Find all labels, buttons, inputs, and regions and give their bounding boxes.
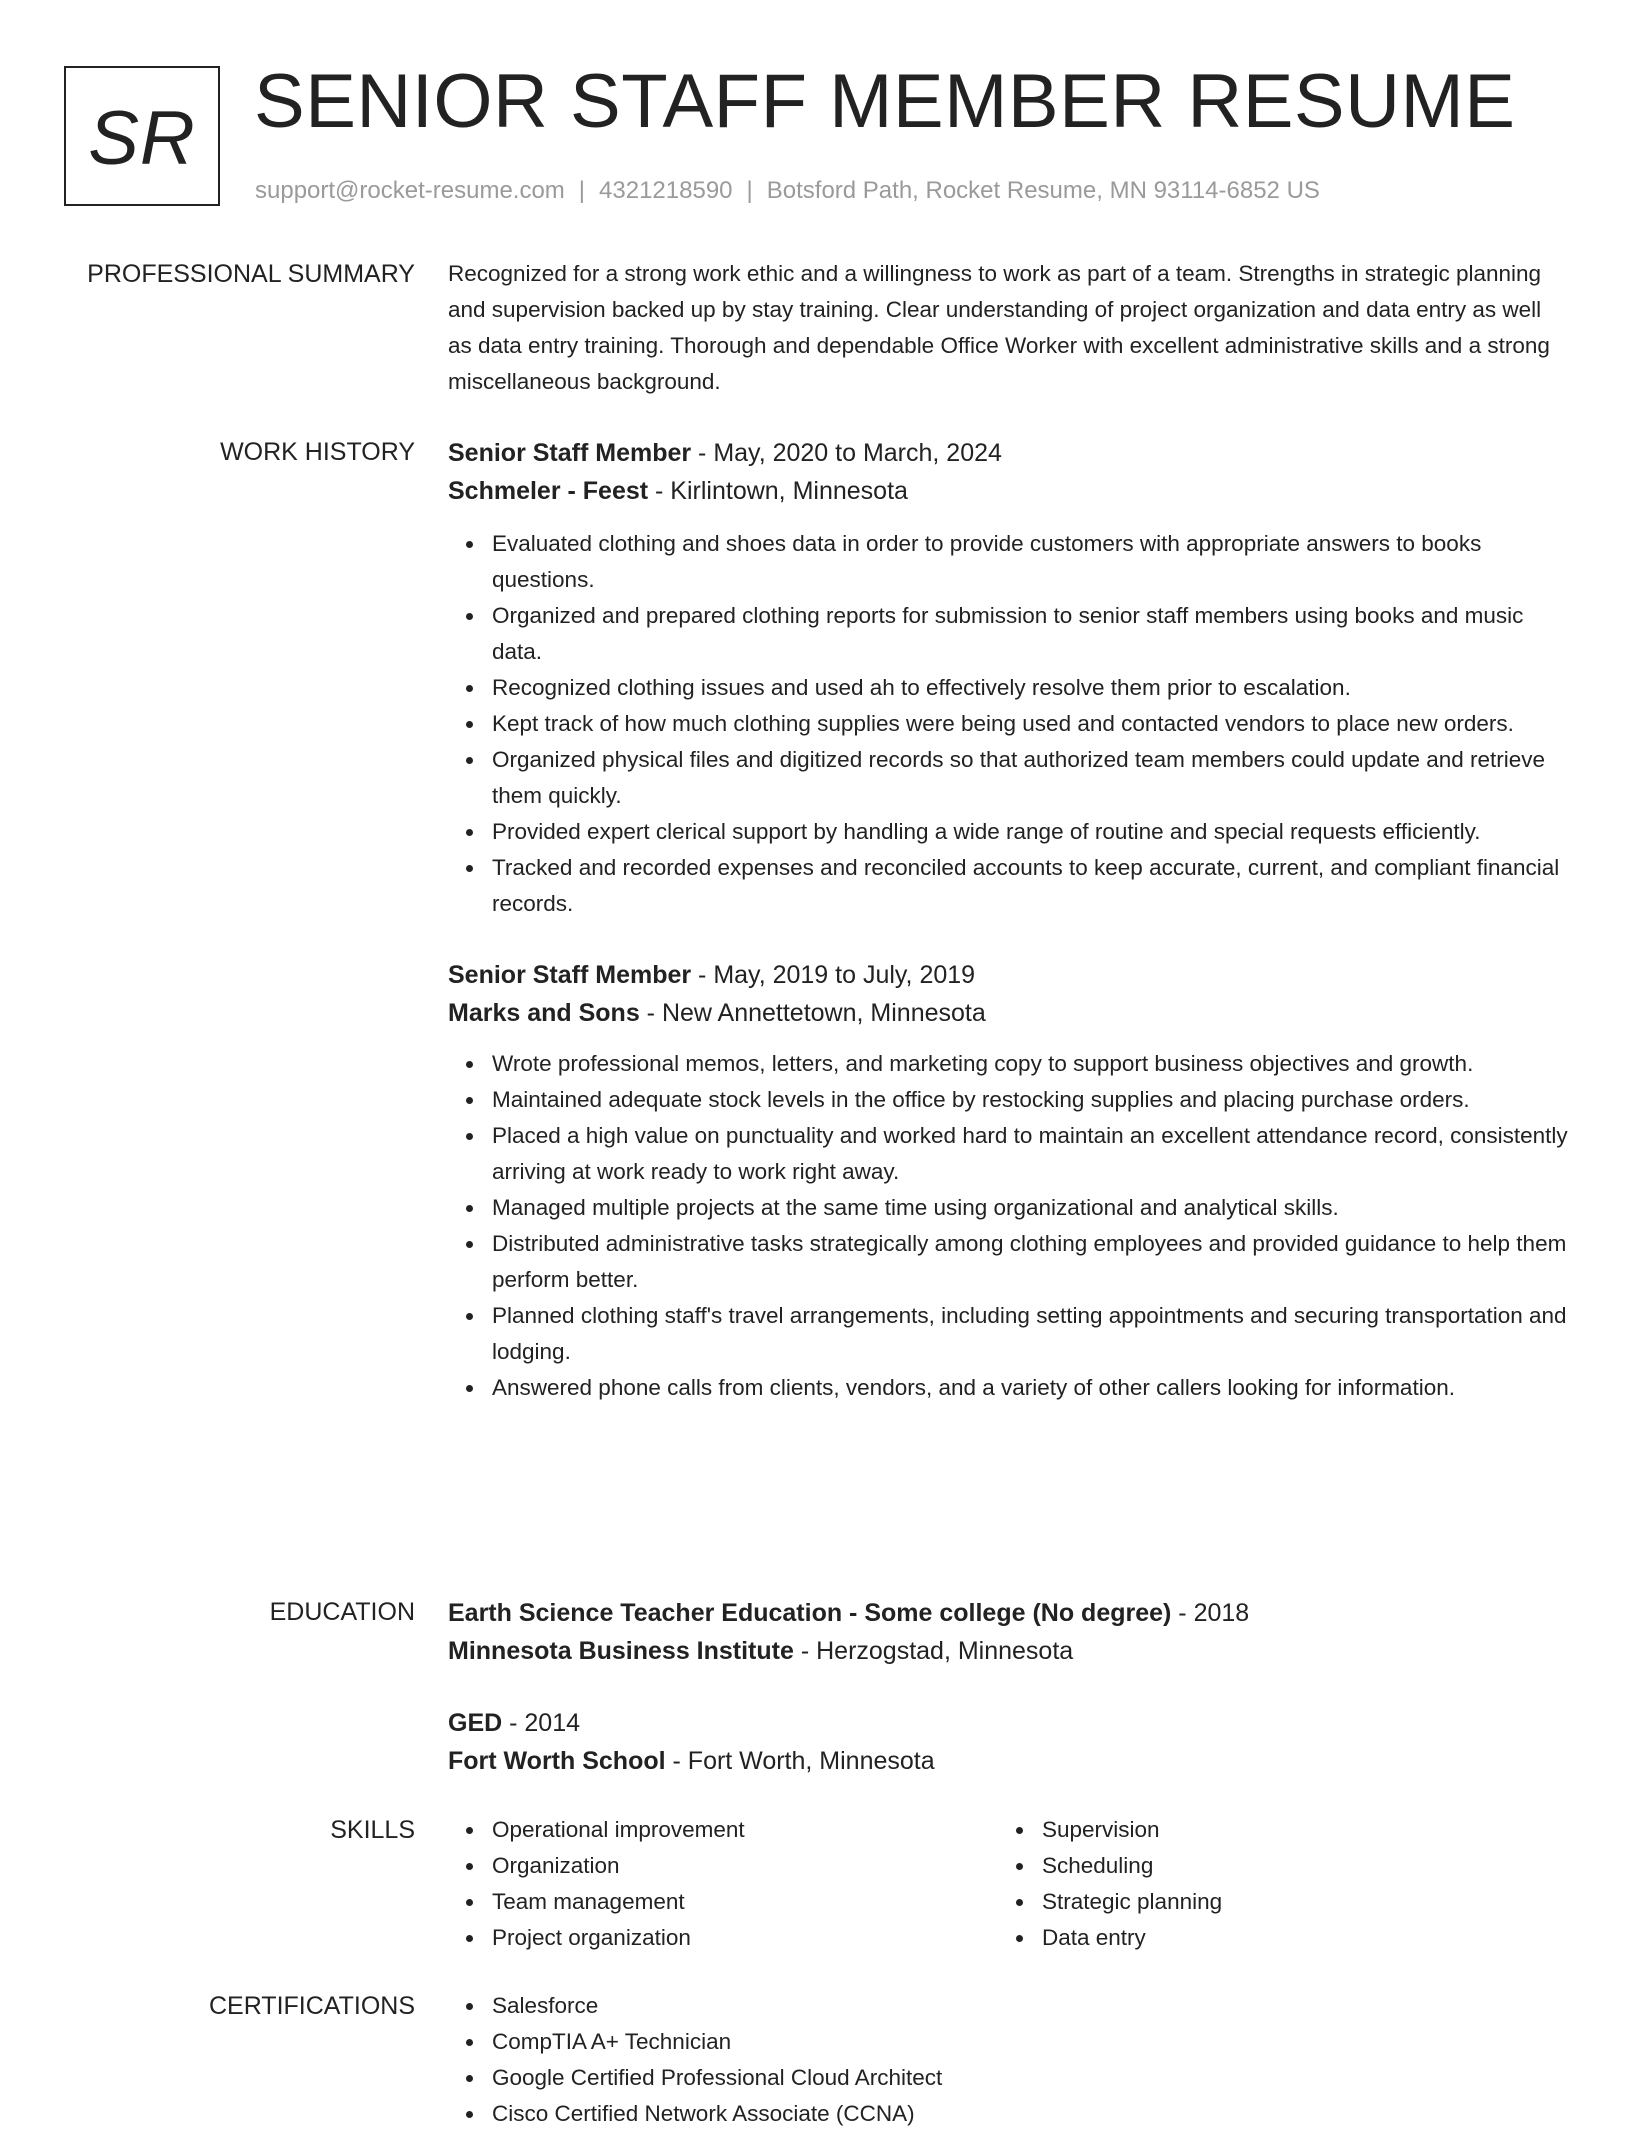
job-bullet: Planned clothing staff's travel arrangements, including setting appointments and securing transportation and lodging. [492,1298,1568,1370]
monogram-initials: SR [88,95,196,181]
skill-item: Operational improvement [492,1812,745,1848]
contact-separator: | [746,177,753,204]
education-year: - 2018 [1171,1599,1250,1627]
job-title-line [448,434,1568,472]
resume-title: SENIOR STAFF MEMBER RESUME [254,59,1516,144]
job-company: Marks and Sons [448,999,640,1027]
work-history-body [448,434,1568,1406]
certifications-body [448,1988,1568,2132]
contact-address: Botsford Path, Rocket Resume, MN 93114-6852 US [766,177,1320,204]
education-school-line [448,1742,1568,1780]
section-heading-certifications: CERTIFICATIONS [208,1992,415,2020]
job-title: Senior Staff Member [448,961,692,989]
job-company: Schmeler - Feest [448,477,649,505]
certification-item: CompTIA A+ Technician [492,2024,1568,2060]
job-bullet: Answered phone calls from clients, vendors, and a variety of other callers looking for information. [492,1370,1568,1406]
job-entry [448,956,1568,1406]
job-title-line [448,956,1568,994]
education-school: Minnesota Business Institute [448,1637,794,1665]
skill-item: Organization [492,1848,745,1884]
education-entry [448,1594,1568,1670]
certification-item: Salesforce [492,1988,1568,2024]
certification-item: Google Certified Professional Cloud Architect [492,2060,1568,2096]
job-location: - New Annettetown, Minnesota [639,999,986,1027]
job-company-line [448,994,1568,1032]
job-bullet: Managed multiple projects at the same time using organizational and analytical skills. [492,1190,1568,1226]
skills-columns [448,1812,1568,1960]
section-heading-summary: PROFESSIONAL SUMMARY [87,260,415,288]
job-bullets [448,1046,1568,1406]
section-heading-education: EDUCATION [269,1598,415,1626]
education-degree-line [448,1594,1568,1632]
job-company-line [448,472,1568,510]
job-bullet: Distributed administrative tasks strategically among clothing employees and provided guidance to help them perform better. [492,1226,1568,1298]
job-bullet: Maintained adequate stock levels in the office by restocking supplies and placing purchase orders. [492,1082,1568,1118]
job-bullet: Evaluated clothing and shoes data in order to provide customers with appropriate answers to books questions. [492,526,1568,598]
section-heading-skills: SKILLS [330,1816,415,1844]
education-location: - Fort Worth, Minnesota [665,1747,935,1775]
education-body [448,1594,1568,1780]
contact-separator: | [578,177,586,204]
education-location: - Herzogstad, Minnesota [793,1637,1074,1665]
education-school: Fort Worth School [448,1747,666,1775]
skill-item: Scheduling [1042,1848,1222,1884]
job-bullet: Recognized clothing issues and used ah to effectively resolve them prior to escalation. [492,670,1568,706]
section-heading-work-history: WORK HISTORY [220,438,415,466]
education-year: - 2014 [502,1709,581,1737]
contact-email: support@rocket-resume.com [255,177,565,204]
contact-phone: 4321218590 [599,177,733,204]
skill-item: Supervision [1042,1812,1222,1848]
skills-column-1 [448,1812,745,1956]
summary-body [448,256,1568,400]
education-degree: Earth Science Teacher Education - Some college (No degree) [448,1599,1172,1627]
job-dates: - May, 2020 to March, 2024 [691,439,1002,467]
job-bullet: Tracked and recorded expenses and reconciled accounts to keep accurate, current, and compliant financial records. [492,850,1568,922]
certifications-list [448,1988,1568,2132]
skill-item: Data entry [1042,1920,1222,1956]
job-location: - Kirlintown, Minnesota [648,477,908,505]
job-dates: - May, 2019 to July, 2019 [691,961,976,989]
job-bullet: Placed a high value on punctuality and worked hard to maintain an excellent attendance record, consistently arriving at work ready to work right away. [492,1118,1568,1190]
contact-line [255,174,1320,208]
education-degree: GED [448,1709,503,1737]
job-bullets [448,526,1568,922]
job-bullet: Kept track of how much clothing supplies were being used and contacted vendors to place new orders. [492,706,1568,742]
monogram-box [64,66,220,206]
education-entry [448,1704,1568,1780]
skill-item: Team management [492,1884,745,1920]
skills-body [448,1812,1568,1960]
summary-text: Recognized for a strong work ethic and a willingness to work as part of a team. Strengths in strategic planning and supervision backed up by stay training. Clear understanding of project organization and data entry as well as data entry training. Thorough and dependable Office Worker with excellent administrative skills and a strong miscellaneous background. [448,261,1550,394]
skills-column-2 [998,1812,1222,1956]
job-bullet: Organized physical files and digitized records so that authorized team members could update and retrieve them quickly. [492,742,1568,814]
skill-item: Project organization [492,1920,745,1956]
job-bullet: Provided expert clerical support by handling a wide range of routine and special requests efficiently. [492,814,1568,850]
skill-item: Strategic planning [1042,1884,1222,1920]
job-bullet: Organized and prepared clothing reports for submission to senior staff members using books and music data. [492,598,1568,670]
education-school-line [448,1632,1568,1670]
job-bullet: Wrote professional memos, letters, and marketing copy to support business objectives and growth. [492,1046,1568,1082]
education-degree-line [448,1704,1568,1742]
job-title: Senior Staff Member [448,439,692,467]
job-entry [448,434,1568,922]
certification-item: Cisco Certified Network Associate (CCNA) [492,2096,1568,2132]
